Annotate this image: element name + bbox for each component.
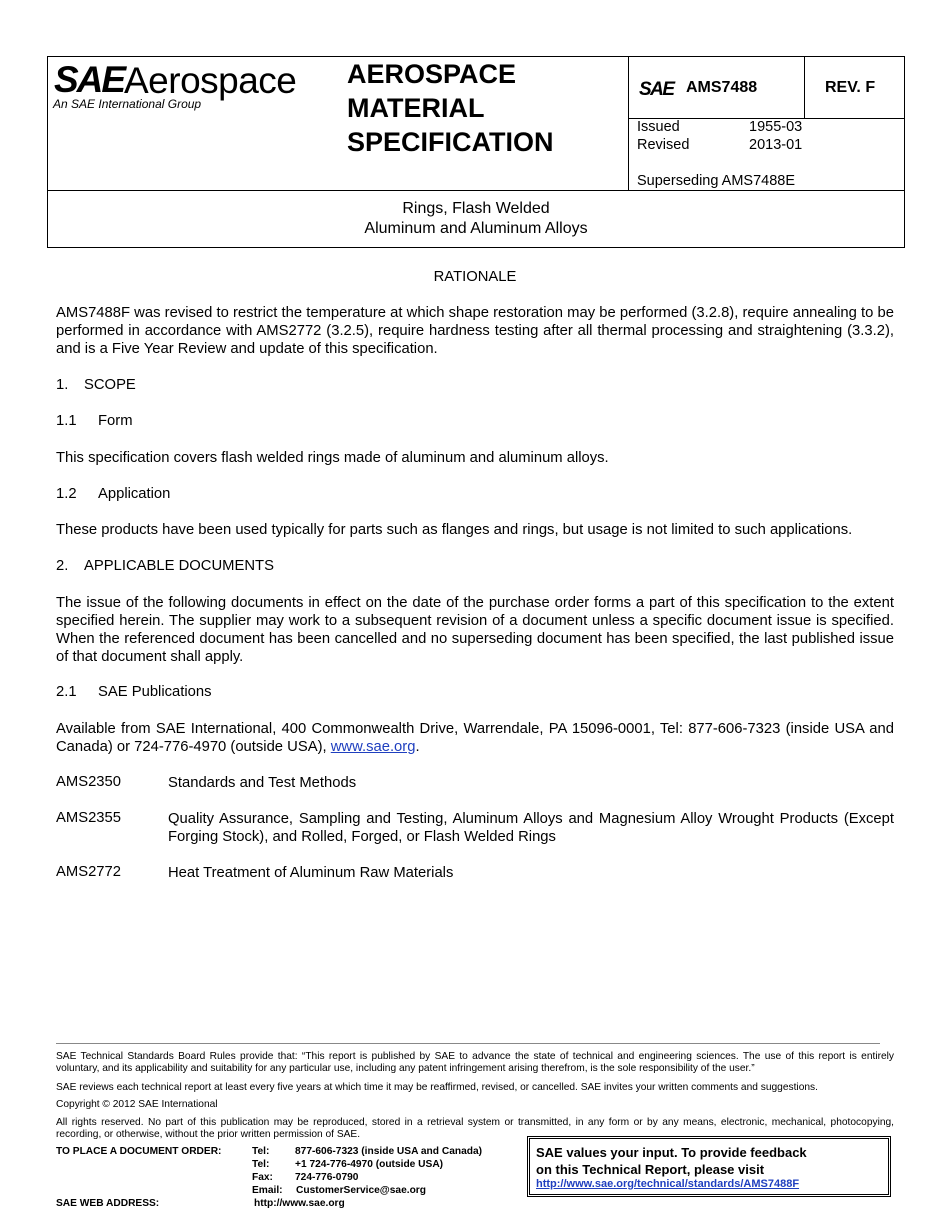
logo-aerospace-text: Aerospace bbox=[124, 60, 297, 101]
footer-copyright: Copyright © 2012 SAE International bbox=[56, 1099, 218, 1110]
publications-text-part: . bbox=[415, 739, 420, 755]
section-number: 1.2 bbox=[56, 486, 77, 502]
header-divider bbox=[804, 57, 805, 118]
footer-divider bbox=[56, 1043, 880, 1044]
spec-type-title bbox=[347, 57, 607, 159]
section-heading-applicable-documents bbox=[56, 557, 894, 575]
superseding-note: Superseding AMS7488E bbox=[637, 173, 795, 189]
web-address-label: SAE WEB ADDRESS: bbox=[56, 1198, 160, 1209]
spec-title-line: AEROSPACE bbox=[347, 59, 517, 89]
section-title: Application bbox=[98, 486, 171, 502]
reference-description: Standards and Test Methods bbox=[168, 775, 357, 791]
reference-description: Heat Treatment of Aluminum Raw Materials bbox=[168, 865, 454, 881]
sae-publications-text bbox=[56, 720, 894, 756]
spec-title-line: MATERIAL bbox=[347, 93, 485, 123]
feedback-box bbox=[527, 1136, 891, 1197]
section-number: 2. bbox=[56, 558, 69, 574]
revised-label: Revised bbox=[637, 137, 690, 153]
footer-review-text: SAE reviews each technical report at least every five years at which time it may be reaffirmed, revised, or cancelled. SAE invites your written comments and suggestions. bbox=[56, 1082, 818, 1093]
web-address-value: http://www.sae.org bbox=[254, 1198, 345, 1209]
tel-label: Tel: bbox=[252, 1159, 270, 1170]
feedback-line: on this Technical Report, please visit bbox=[536, 1162, 765, 1177]
section-title: APPLICABLE DOCUMENTS bbox=[84, 558, 274, 574]
email-label: Email: bbox=[252, 1185, 283, 1196]
section-title: SCOPE bbox=[84, 377, 136, 393]
feedback-link[interactable]: http://www.sae.org/technical/standards/AMS7488F bbox=[536, 1178, 800, 1190]
email-value: CustomerService@sae.org bbox=[296, 1185, 426, 1196]
section-heading-application bbox=[56, 485, 894, 503]
section-number: 1. bbox=[56, 377, 69, 393]
order-label: TO PLACE A DOCUMENT ORDER: bbox=[56, 1146, 222, 1157]
rationale-text: AMS7488F was revised to restrict the temperature at which shape restoration may be performed (3.2.8), require annealing to be performed in accordance with AMS2772 (3.2.5), require hardness testing after all thermal processing and straightening (3.3.2), and is a Five Year Review and update of this specification. bbox=[56, 305, 894, 357]
publications-text-part: Available from SAE International, 400 Commonwealth Drive, Warrendale, PA 15096-0001, Tel: 877-606-7323 (inside USA and Canada) or 724-776-4970 (outside USA), bbox=[56, 721, 894, 755]
form-text: This specification covers flash welded rings made of aluminum and aluminum alloys. bbox=[56, 450, 609, 466]
feedback-message bbox=[536, 1144, 807, 1178]
footer-rules-text: SAE Technical Standards Board Rules provide that: “This report is published by SAE to advance the state of technical and engineering sciences. The use of this report is entirely voluntary, and its applicability and suitability for any particular use, including any patent infringement arising therefrom, is the sole responsibility of the user.” bbox=[56, 1051, 894, 1074]
section-title: SAE Publications bbox=[98, 684, 212, 700]
section-heading-sae-publications bbox=[56, 683, 894, 701]
reference-id: AMS2355 bbox=[56, 810, 121, 826]
header-divider bbox=[628, 57, 629, 190]
title-line: Rings, Flash Welded bbox=[402, 200, 550, 217]
logo-tagline: An SAE International Group bbox=[53, 97, 202, 111]
logo-sae-text: SAE bbox=[54, 59, 125, 100]
document-title bbox=[48, 199, 904, 239]
reference-id: AMS2772 bbox=[56, 864, 121, 880]
sae-mini-logo: SAE bbox=[639, 79, 674, 100]
section-number: 2.1 bbox=[56, 684, 77, 700]
fax-value: 724-776-0790 bbox=[295, 1172, 359, 1183]
application-text: These products have been used typically for parts such as flanges and rings, but usage is not limited to such applications. bbox=[56, 522, 853, 538]
fax-label: Fax: bbox=[252, 1172, 273, 1183]
document-number: AMS7488 bbox=[686, 79, 758, 96]
reference-description: Quality Assurance, Sampling and Testing, Aluminum Alloys and Magnesium Alloy Wrought Products (Except Forging Stock), and Rolled, Forged, or Flash Welded Rings bbox=[168, 811, 894, 845]
revision-label: REV. F bbox=[825, 79, 876, 96]
revised-date: 2013-01 bbox=[749, 137, 803, 153]
feedback-line: SAE values your input. To provide feedback bbox=[536, 1145, 807, 1160]
section-heading-scope bbox=[56, 376, 894, 394]
document-header bbox=[47, 56, 905, 248]
issued-label: Issued bbox=[637, 119, 680, 135]
section-title: Form bbox=[98, 413, 133, 429]
header-divider bbox=[48, 190, 904, 191]
applicable-documents-text: The issue of the following documents in effect on the date of the purchase order forms a part of this specification to the extent specified herein. The supplier may work to a subsequent revision of a document unless a specific document issue is specified. When the referenced document has been cancelled and no superseding document has been specified, the last published issue of that document shall apply. bbox=[56, 595, 894, 665]
sae-website-link[interactable]: www.sae.org bbox=[330, 739, 416, 755]
section-heading-form bbox=[56, 412, 894, 430]
tel-value: +1 724-776-4970 (outside USA) bbox=[295, 1159, 444, 1170]
footer-rights-text: All rights reserved. No part of this publication may be reproduced, stored in a retrieval system or transmitted, in any form or by any means, electronic, mechanical, photocopying, recording, or otherwise, without the prior written permission of SAE. bbox=[56, 1117, 894, 1140]
tel-label: Tel: bbox=[252, 1146, 270, 1157]
spec-title-line: SPECIFICATION bbox=[347, 127, 554, 157]
tel-value: 877-606-7323 (inside USA and Canada) bbox=[295, 1146, 483, 1157]
issued-date: 1955-03 bbox=[749, 119, 803, 135]
title-line: Aluminum and Aluminum Alloys bbox=[364, 220, 588, 237]
rationale-heading: RATIONALE bbox=[433, 269, 517, 285]
reference-id: AMS2350 bbox=[56, 774, 121, 790]
section-number: 1.1 bbox=[56, 413, 77, 429]
